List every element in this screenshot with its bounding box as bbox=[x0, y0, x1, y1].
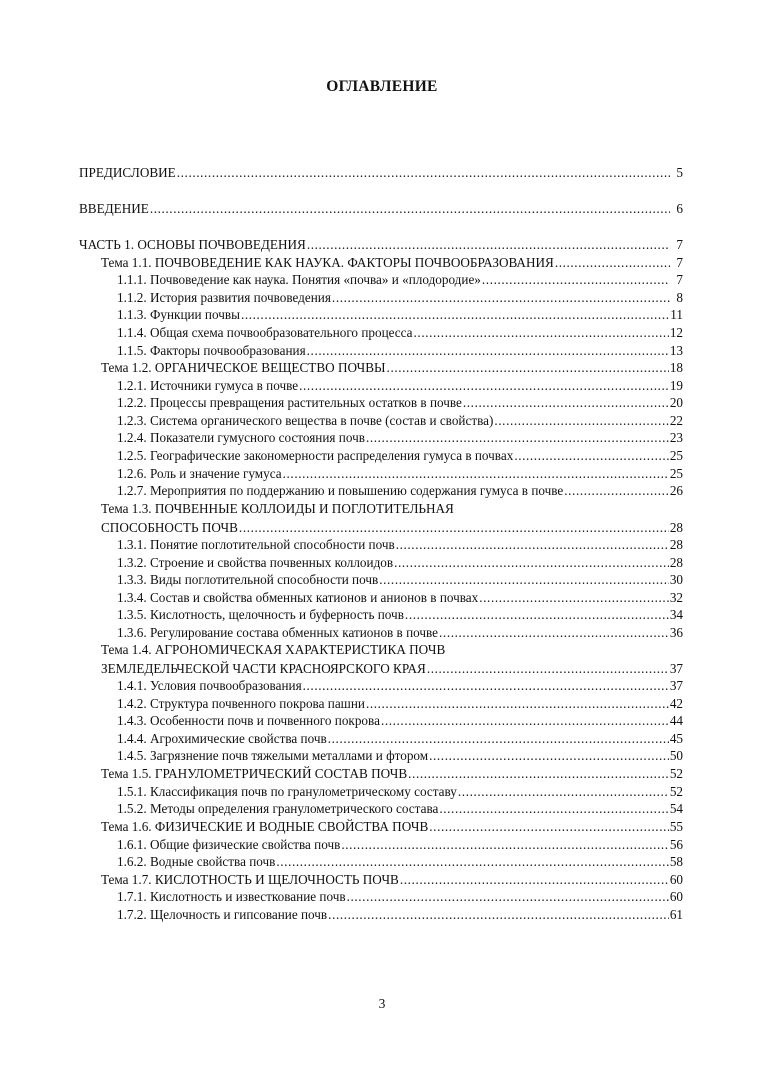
toc-entry-title: ЧАСТЬ 1. ОСНОВЫ ПОЧВОВЕДЕНИЯ bbox=[79, 237, 306, 252]
toc-entry-page: 25 bbox=[669, 448, 683, 463]
toc-entry-page: 28 bbox=[669, 555, 683, 570]
dot-leader bbox=[514, 447, 669, 464]
toc-entry[interactable] bbox=[117, 624, 683, 641]
dot-leader bbox=[379, 571, 669, 588]
toc-entry[interactable] bbox=[101, 519, 683, 536]
toc-entry[interactable] bbox=[117, 747, 683, 764]
dot-leader bbox=[328, 730, 669, 747]
toc-entry[interactable] bbox=[101, 818, 683, 835]
dot-leader bbox=[387, 359, 669, 376]
dot-leader bbox=[283, 465, 669, 482]
toc-entry-page: 30 bbox=[669, 572, 683, 587]
toc-entry-title: Тема 1.1. ПОЧВОВЕДЕНИЕ КАК НАУКА. ФАКТОРЫ ПОЧВООБРАЗОВАНИЯ bbox=[101, 255, 554, 270]
toc-entry-page: 7 bbox=[676, 255, 683, 270]
dot-leader bbox=[328, 906, 669, 923]
toc-entry-page: 52 bbox=[669, 784, 683, 799]
toc-entry[interactable] bbox=[101, 359, 683, 376]
dot-leader bbox=[307, 236, 670, 253]
dot-leader bbox=[303, 677, 669, 694]
toc-entry[interactable] bbox=[117, 571, 683, 588]
toc-entry[interactable] bbox=[117, 412, 683, 429]
toc-entry-title: 1.2.3. Система органического вещества в почве (состав и свойства) bbox=[117, 413, 494, 428]
toc-entry-page: 26 bbox=[669, 483, 683, 498]
toc-entry[interactable] bbox=[79, 164, 683, 181]
toc-entry[interactable] bbox=[117, 289, 683, 306]
toc-entry[interactable] bbox=[79, 236, 683, 253]
dot-leader bbox=[341, 836, 668, 853]
toc-entry-title: 1.2.7. Мероприятия по поддержанию и повышению содержания гумуса в почве bbox=[117, 483, 564, 498]
dot-leader bbox=[414, 324, 669, 341]
dot-leader bbox=[307, 342, 669, 359]
dot-leader bbox=[564, 482, 669, 499]
toc-entry[interactable] bbox=[79, 200, 683, 217]
toc-entry-page: 55 bbox=[669, 819, 683, 834]
toc-entry-title: 1.6.1. Общие физические свойства почв bbox=[117, 837, 341, 852]
toc-entry-title: 1.3.1. Понятие поглотительной способности почв bbox=[117, 537, 395, 552]
toc-entry-title: 1.7.2. Щелочность и гипсование почв bbox=[117, 907, 328, 922]
toc-entry-title: 1.1.2. История развития почвоведения bbox=[117, 290, 331, 305]
toc-entry[interactable] bbox=[117, 906, 683, 923]
page-number: 3 bbox=[378, 996, 386, 1011]
toc-entry-page: 37 bbox=[669, 678, 683, 693]
toc-entry-page: 11 bbox=[670, 307, 683, 322]
dot-leader bbox=[429, 818, 669, 835]
toc-entry-page: 7 bbox=[676, 237, 683, 252]
toc-entry-title-continued: СПОСОБНОСТЬ ПОЧВ bbox=[101, 520, 238, 535]
dot-leader bbox=[439, 800, 668, 817]
toc-entry-page: 60 bbox=[669, 872, 683, 887]
dot-leader bbox=[366, 695, 669, 712]
dot-leader bbox=[429, 747, 669, 764]
toc-entry-page: 22 bbox=[669, 413, 683, 428]
dot-leader bbox=[241, 306, 669, 323]
toc-entry[interactable] bbox=[117, 606, 683, 623]
toc-entry-title: 1.4.2. Структура почвенного покрова пашни bbox=[117, 696, 365, 711]
toc-entry-page: 50 bbox=[669, 748, 683, 763]
toc-entry[interactable] bbox=[117, 730, 683, 747]
toc-entry-page: 18 bbox=[669, 360, 683, 375]
toc-entry-title: 1.2.2. Процессы превращения растительных остатков в почве bbox=[117, 395, 462, 410]
toc-entry[interactable] bbox=[117, 342, 683, 359]
toc-entry[interactable] bbox=[117, 783, 683, 800]
toc-entry[interactable] bbox=[117, 589, 683, 606]
toc-entry[interactable] bbox=[101, 871, 683, 888]
dot-leader bbox=[482, 271, 670, 288]
toc-entry-title: 1.1.5. Факторы почвообразования bbox=[117, 343, 306, 358]
toc-entry-title: 1.4.1. Условия почвообразования bbox=[117, 678, 302, 693]
toc-entry-page: 42 bbox=[669, 696, 683, 711]
toc-entry-title-line: Тема 1.4. АГРОНОМИЧЕСКАЯ ХАРАКТЕРИСТИКА ПОЧВ bbox=[101, 642, 446, 657]
toc-entry-title: 1.4.4. Агрохимические свойства почв bbox=[117, 731, 327, 746]
toc-entry-page: 19 bbox=[669, 378, 683, 393]
toc-entry-page: 8 bbox=[676, 290, 683, 305]
dot-leader bbox=[458, 783, 669, 800]
toc-entry-title: Тема 1.6. ФИЗИЧЕСКИЕ И ВОДНЫЕ СВОЙСТВА ПОЧВ bbox=[101, 819, 429, 834]
toc-entry-page: 58 bbox=[669, 854, 683, 869]
toc-entry-page: 36 bbox=[669, 625, 683, 640]
toc-entry-page: 7 bbox=[676, 272, 683, 287]
toc-entry-page: 60 bbox=[669, 889, 683, 904]
dot-leader bbox=[276, 853, 668, 870]
toc-entry-title: 1.1.3. Функции почвы bbox=[117, 307, 240, 322]
toc-entry-title: 1.3.4. Состав и свойства обменных катионов и анионов в почвах bbox=[117, 590, 479, 605]
dot-leader bbox=[239, 519, 669, 536]
toc-entry-page: 32 bbox=[669, 590, 683, 605]
dot-leader bbox=[366, 429, 669, 446]
toc-entry-title: 1.4.5. Загрязнение почв тяжелыми металлами и фтором bbox=[117, 748, 429, 763]
dot-leader bbox=[150, 200, 670, 217]
toc-entry-title: Тема 1.7. КИСЛОТНОСТЬ И ЩЕЛОЧНОСТЬ ПОЧВ bbox=[101, 872, 399, 887]
toc-entry-title: ПРЕДИСЛОВИЕ bbox=[79, 165, 176, 180]
toc-entry-page: 54 bbox=[669, 801, 683, 816]
toc-entry[interactable] bbox=[117, 853, 683, 870]
toc-entry-title: Тема 1.2. ОРГАНИЧЕСКОЕ ВЕЩЕСТВО ПОЧВЫ bbox=[101, 360, 386, 375]
toc-entry-title: 1.7.1. Кислотность и известкование почв bbox=[117, 889, 346, 904]
toc-entry[interactable] bbox=[117, 695, 683, 712]
toc-entry[interactable] bbox=[117, 536, 683, 553]
toc-entry-page: 34 bbox=[669, 607, 683, 622]
dot-leader bbox=[400, 871, 669, 888]
dot-leader bbox=[555, 254, 670, 271]
toc-entry-title: 1.2.6. Роль и значение гумуса bbox=[117, 466, 282, 481]
toc-entry[interactable] bbox=[117, 836, 683, 853]
toc-entry-page: 6 bbox=[676, 201, 683, 216]
toc-entry[interactable] bbox=[117, 324, 683, 341]
toc-entry[interactable] bbox=[101, 765, 683, 782]
toc-entry[interactable] bbox=[117, 306, 683, 323]
toc-entry-title: 1.3.3. Виды поглотительной способности почв bbox=[117, 572, 379, 587]
toc-entry[interactable] bbox=[117, 888, 683, 905]
dot-leader bbox=[439, 624, 669, 641]
dot-leader bbox=[479, 589, 669, 606]
toc-entry-page: 12 bbox=[669, 325, 683, 340]
dot-leader bbox=[494, 412, 668, 429]
toc-entry-title-line: Тема 1.3. ПОЧВЕННЫЕ КОЛЛОИДЫ И ПОГЛОТИТЕЛЬНАЯ bbox=[101, 501, 454, 516]
toc-entry-title: 1.2.1. Источники гумуса в почве bbox=[117, 378, 299, 393]
toc-entry-page: 37 bbox=[669, 661, 683, 676]
toc-entry-title: 1.5.1. Классификация почв по гранулометрическому составу bbox=[117, 784, 457, 799]
toc-entry-title: 1.4.3. Особенности почв и почвенного покрова bbox=[117, 713, 380, 728]
toc-entry[interactable] bbox=[117, 429, 683, 446]
toc-entry[interactable] bbox=[117, 465, 683, 482]
toc-entry-title: 1.3.6. Регулирование состава обменных катионов в почве bbox=[117, 625, 439, 640]
toc-entry-page: 52 bbox=[669, 766, 683, 781]
dot-leader bbox=[427, 660, 669, 677]
dot-leader bbox=[177, 164, 670, 181]
toc-entry-page: 20 bbox=[669, 395, 683, 410]
toc-entry[interactable] bbox=[117, 394, 683, 411]
toc-entry-page: 5 bbox=[676, 165, 683, 180]
toc-entry[interactable] bbox=[117, 447, 683, 464]
toc-entry[interactable] bbox=[101, 660, 683, 677]
toc-entry-page: 28 bbox=[669, 520, 683, 535]
dot-leader bbox=[408, 765, 669, 782]
toc-entry-title: 1.3.5. Кислотность, щелочность и буферность почв bbox=[117, 607, 404, 622]
toc-entry[interactable] bbox=[101, 254, 683, 271]
toc-entry-page: 28 bbox=[669, 537, 683, 552]
toc-entry[interactable] bbox=[117, 712, 683, 729]
toc-entry[interactable] bbox=[117, 554, 683, 571]
toc-entry-title: 1.1.4. Общая схема почвообразовательного процесса bbox=[117, 325, 413, 340]
toc-entry[interactable] bbox=[117, 800, 683, 817]
toc-entry[interactable] bbox=[117, 377, 683, 394]
toc-entry-page: 13 bbox=[669, 343, 683, 358]
toc-entry-title: 1.3.2. Строение и свойства почвенных коллоидов bbox=[117, 555, 394, 570]
toc-entry-page: 61 bbox=[669, 907, 683, 922]
toc-entry-title-continued: ЗЕМЛЕДЕЛЬЧЕСКОЙ ЧАСТИ КРАСНОЯРСКОГО КРАЯ bbox=[101, 661, 426, 676]
toc-entry-title: 1.2.5. Географические закономерности распределения гумуса в почвах bbox=[117, 448, 514, 463]
toc-entry-title: 1.6.2. Водные свойства почв bbox=[117, 854, 276, 869]
dot-leader bbox=[332, 289, 670, 306]
toc-entry-page: 25 bbox=[669, 466, 683, 481]
dot-leader bbox=[394, 554, 669, 571]
dot-leader bbox=[381, 712, 669, 729]
page-title: ОГЛАВЛЕНИЕ bbox=[326, 78, 438, 95]
toc-entry-page: 44 bbox=[669, 713, 683, 728]
toc-entry[interactable] bbox=[117, 271, 683, 288]
toc-entry-page: 56 bbox=[669, 837, 683, 852]
toc-entry-title: 1.5.2. Методы определения гранулометрического состава bbox=[117, 801, 439, 816]
toc-entry-title: 1.1.1. Почвоведение как наука. Понятия «почва» и «плодородие» bbox=[117, 272, 481, 287]
toc-entry-page: 45 bbox=[669, 731, 683, 746]
toc-entry[interactable] bbox=[117, 677, 683, 694]
toc-entry-page: 23 bbox=[669, 430, 683, 445]
toc-entry[interactable] bbox=[117, 482, 683, 499]
toc-entry-title: 1.2.4. Показатели гумусного состояния почв bbox=[117, 430, 365, 445]
dot-leader bbox=[396, 536, 669, 553]
dot-leader bbox=[405, 606, 669, 623]
dot-leader bbox=[299, 377, 669, 394]
dot-leader bbox=[347, 888, 669, 905]
dot-leader bbox=[463, 394, 669, 411]
toc-entry-title: ВВЕДЕНИЕ bbox=[79, 201, 149, 216]
toc-entry-title: Тема 1.5. ГРАНУЛОМЕТРИЧЕСКИЙ СОСТАВ ПОЧВ bbox=[101, 766, 408, 781]
